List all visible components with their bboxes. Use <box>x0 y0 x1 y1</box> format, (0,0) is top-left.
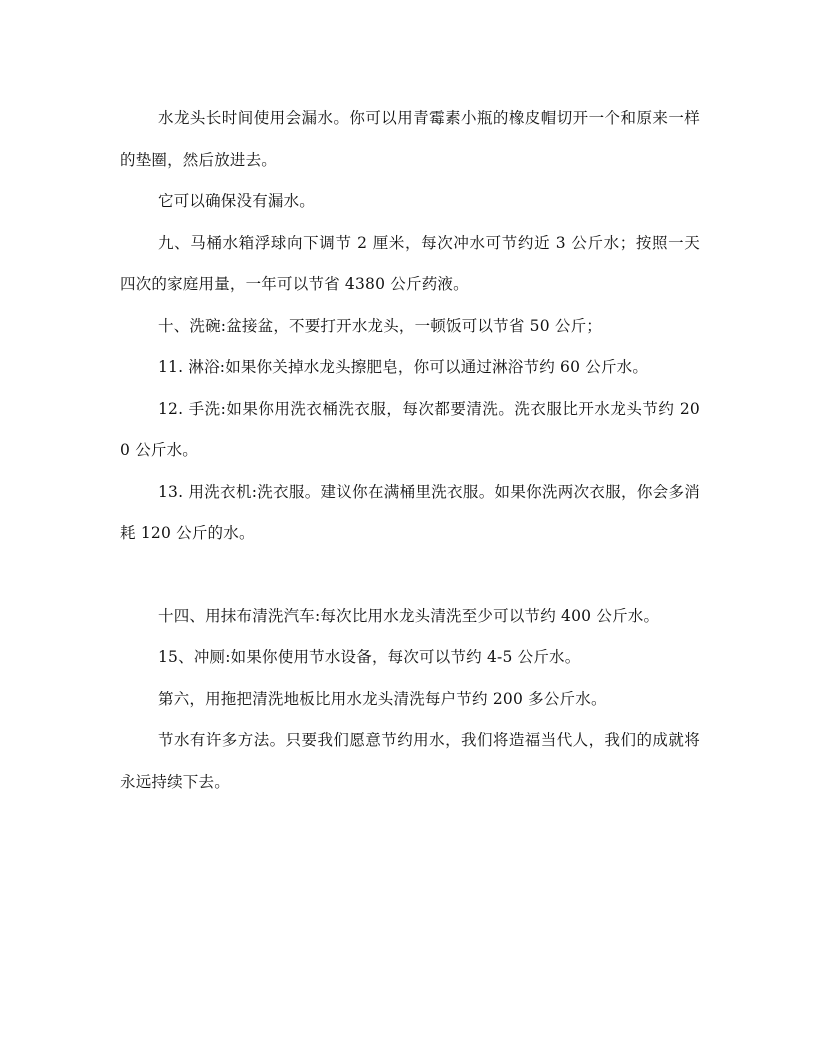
paragraph-car-wash: 十四、用抹布清洗汽车:每次比用水龙头清洗至少可以节约 400 公斤水。 <box>158 606 660 625</box>
paragraph-faucet-leak: 水龙头长时间使用会漏水。你可以用青霉素小瓶的橡皮帽切开一个和原来一样的垫圈，然后放进去。 <box>120 109 700 169</box>
paragraph-shower: 11. 淋浴:如果你关掉水龙头擦肥皂，你可以通过淋浴节约 60 公斤水。 <box>158 358 649 376</box>
paragraph-hand-wash: 12. 手洗:如果你用洗衣桶洗衣服，每次都要清洗。洗衣服比开水龙头节约 200 公斤水。 <box>120 399 700 459</box>
paragraph-toilet-flush: 15、冲厕:如果你使用节水设备，每次可以节约 4-5 公斤水。 <box>158 648 581 666</box>
document-body <box>120 98 700 803</box>
paragraph-dishwashing: 十、洗碗:盆接盆，不要打开水龙头，一顿饭可以节省 50 公斤； <box>158 316 603 335</box>
paragraph-conclusion: 节水有许多方法。只要我们愿意节约用水，我们将造福当代人，我们的成就将永远持续下去。 <box>120 731 700 791</box>
paragraph-gap <box>120 555 700 596</box>
paragraph-toilet-float: 九、马桶水箱浮球向下调节 2 厘米，每次冲水可节约近 3 公斤水；按照一天四次的家庭用量，一年可以节省 4380 公斤药液。 <box>120 233 700 293</box>
paragraph-no-leak: 它可以确保没有漏水。 <box>158 192 316 210</box>
paragraph-mop: 第六，用拖把清洗地板比用水龙头清洗每户节约 200 多公斤水。 <box>158 689 607 708</box>
paragraph-washing-machine: 13. 用洗衣机:洗衣服。建议你在满桶里洗衣服。如果你洗两次衣服，你会多消耗 120 公斤的水。 <box>120 482 700 542</box>
